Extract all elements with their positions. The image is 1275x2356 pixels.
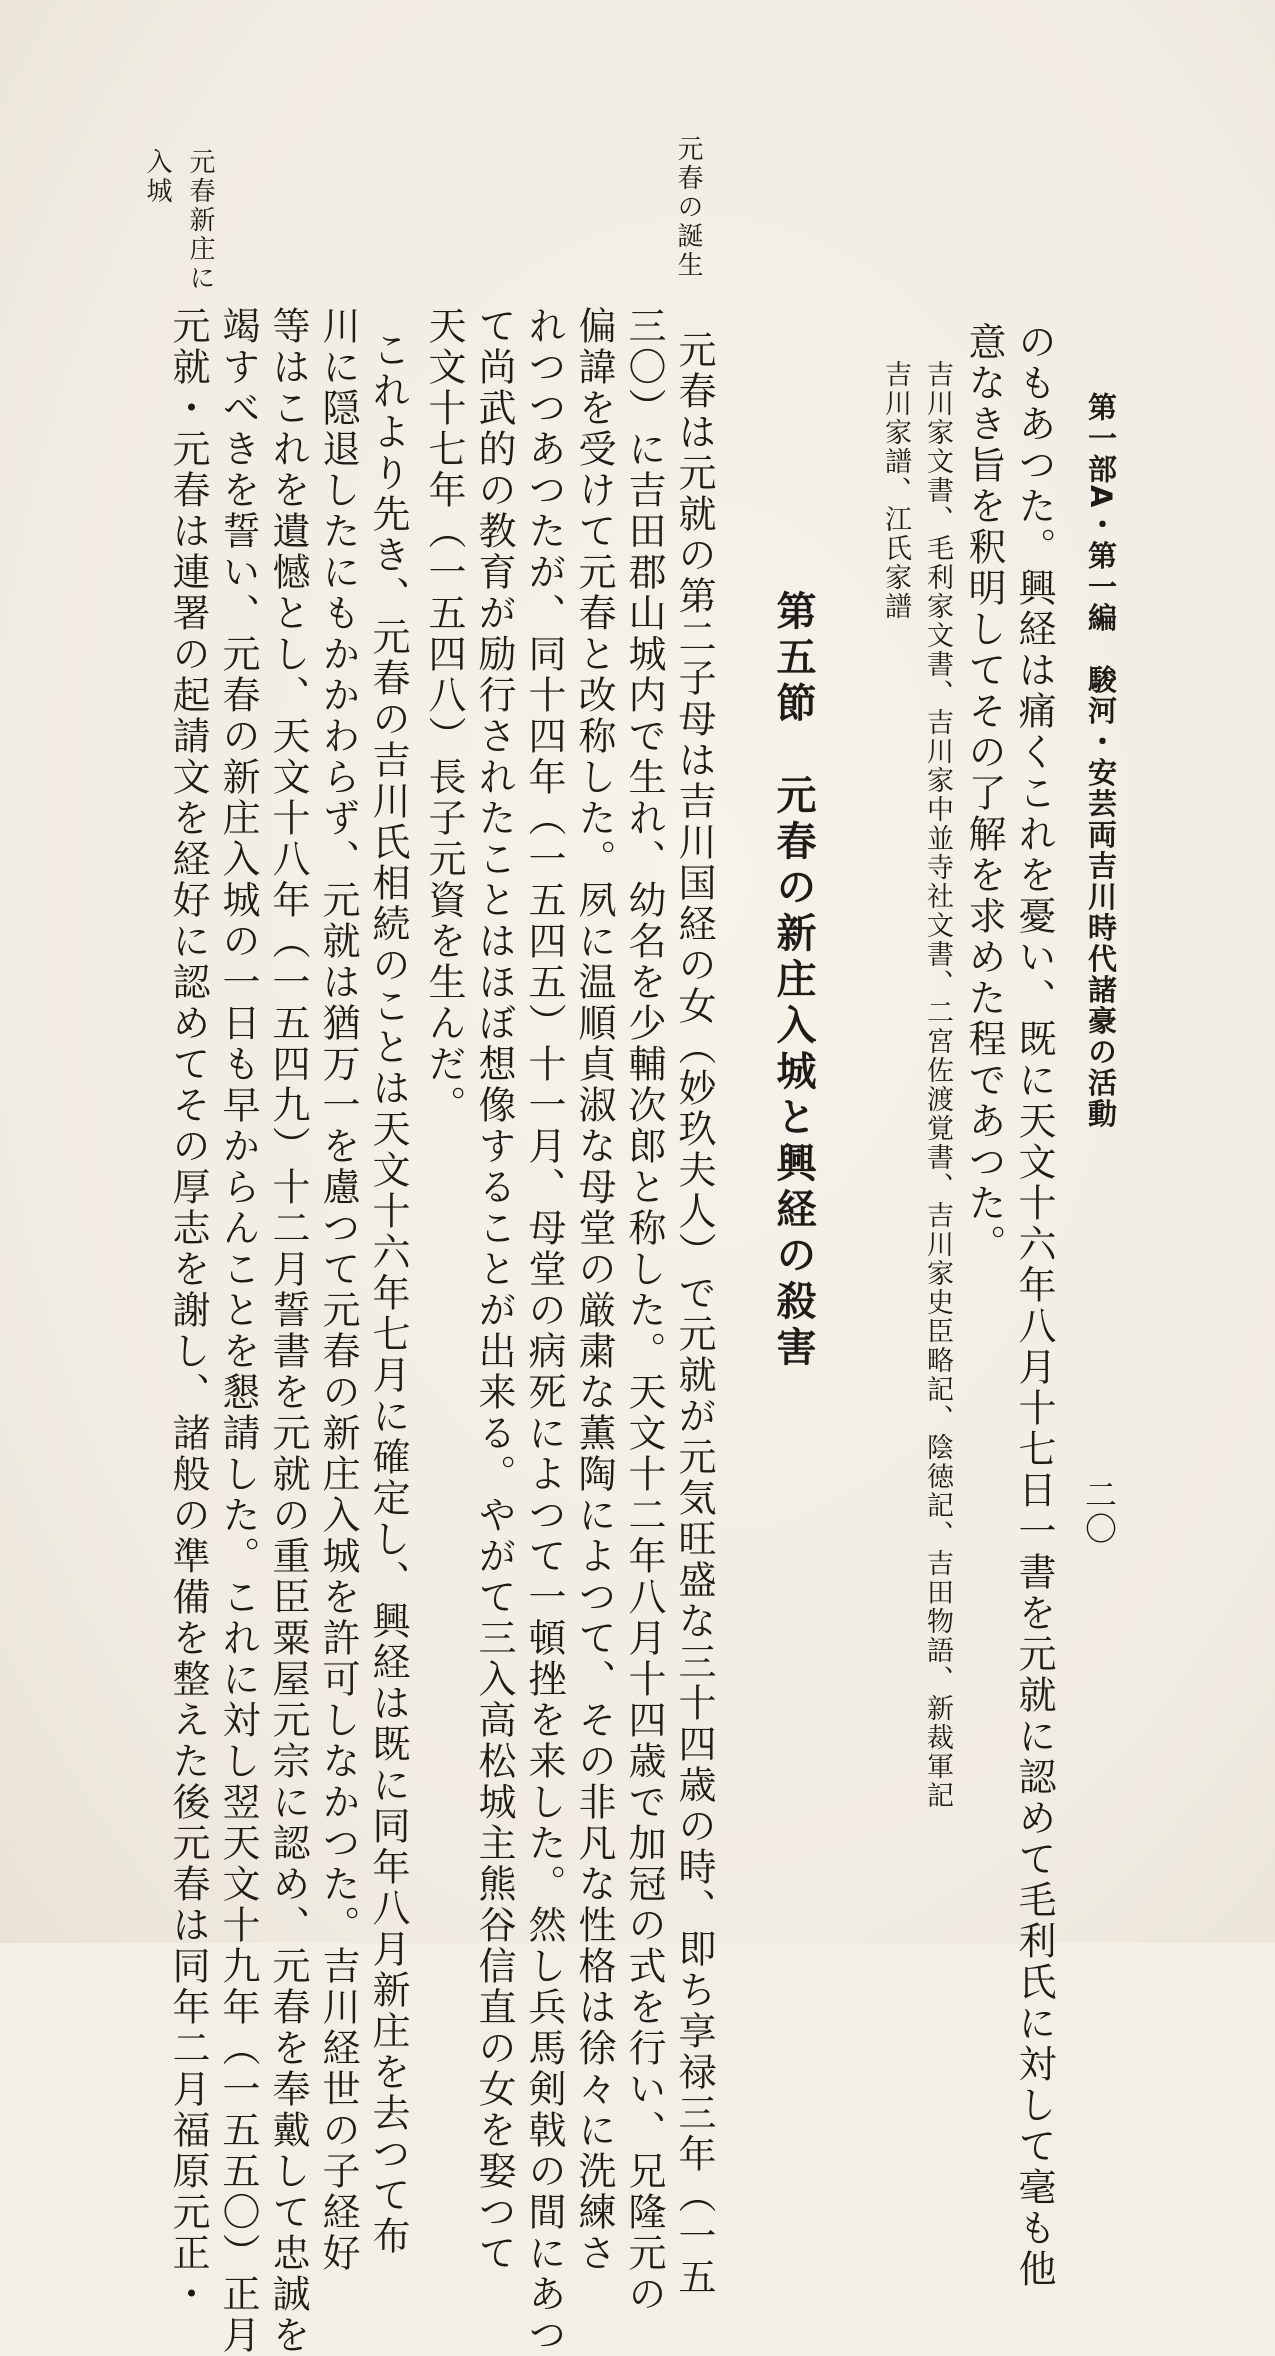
sources-line-2: 吉川家譜、江氏家譜 [880, 360, 911, 621]
entry-line-2: 川に隠退したにもかかわらず、元就は猶万一を慮つて元春の新庄入城を許可しなかつた。吉川経世の子経好 [316, 306, 360, 2274]
birth-line-3: 偏諱を受けて元春と改称した。夙に温順貞淑な母堂の厳粛な薫陶によつて、その非凡な性格は徐々に洗練さ [572, 306, 616, 2274]
birth-line-6: 天文十七年（一五四八）長子元資を生んだ。 [422, 306, 466, 1126]
birth-line-4: れつつあつたが、同十四年（一五四五）十一月、母堂の病死によつて一頓挫を来した。然し兵馬剣戟の間にあつ [522, 306, 566, 2356]
intro-line-1: のもあつた。興経は痛くこれを憂い、既に天文十六年八月十七日一書を元就に認めて毛利氏に対して毫も他 [1012, 322, 1056, 2290]
page-number: 二〇 [1080, 1478, 1118, 1546]
birth-line-5: て尚武的の教育が励行されたことはほぼ想像することが出来る。やがて三入高松城主熊谷信直の女を娶つて [472, 306, 516, 2274]
running-header: 第一部A・第一編 駿河・安芸両吉川時代諸豪の活動 [1084, 392, 1118, 1130]
birth-line-1: 元春は元就の第二子母は吉川国経の女（妙玖夫人）で元就が元気旺盛な三十四歳の時、即ち享禄三年（一五 [672, 330, 716, 2298]
margin-head-birth: 元春の誕生 [673, 135, 703, 280]
margin-head-entry-1: 元春新庄に [185, 148, 215, 293]
section-title: 第五節 元春の新庄入城と興経の殺害 [770, 590, 816, 1372]
entry-line-3: 等はこれを遺憾とし、天文十八年（一五四九）十二月誓書を元就の重臣粟屋元宗に認め、元春を奉戴して忠誠を [266, 306, 310, 2356]
intro-line-2: 意なき旨を釈明してその了解を求めた程であつた。 [962, 322, 1006, 1265]
entry-line-1: これより先き、元春の吉川氏相続のことは天文十六年七月に確定し、興経は既に同年八月新庄を去つて布 [366, 330, 410, 2257]
birth-line-2: 三〇）に吉田郡山城内で生れ、幼名を少輔次郎と称した。天文十二年八月十四歳で加冠の式を行い、兄隆元の [622, 306, 666, 2315]
entry-line-4: 竭すべきを誓い、元春の新庄入城の一日も早からんことを懇請した。これに対し翌天文十九年（一五五〇）正月 [216, 306, 260, 2356]
sources-line-1: 吉川家文書、毛利家文書、吉川家中並寺社文書、二宮佐渡覚書、吉川家史臣略記、陰徳記、吉田物語、新裁軍記 [922, 360, 953, 1810]
entry-line-5: 元就・元春は連署の起請文を経好に認めてその厚志を謝し、諸般の準備を整えた後元春は同年二月福原元正・ [166, 306, 210, 2315]
margin-head-entry-2: 入城 [142, 148, 172, 206]
